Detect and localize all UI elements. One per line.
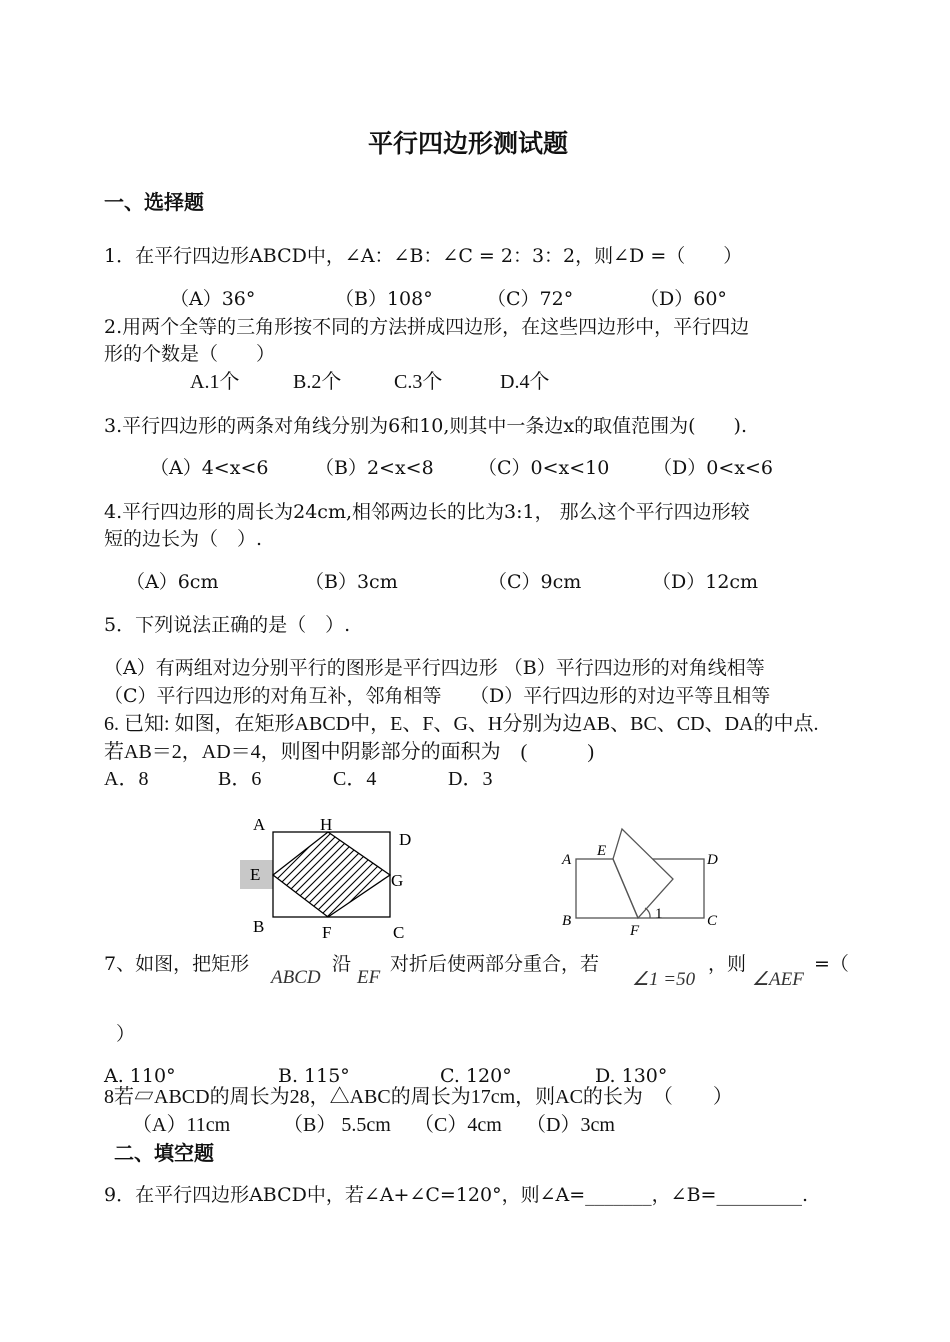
question-3-option-d: （D）0<x<6	[653, 457, 773, 479]
question-7-math-aef: ∠AEF	[752, 969, 804, 990]
figure-folded-rectangle	[555, 822, 740, 937]
question-9-stem: 9．在平行四边形ABCD中，若∠A+∠C=120°，则∠A=_______，∠B=_________.	[104, 1184, 809, 1206]
label-d: D	[399, 830, 412, 849]
question-7-option-b: B. 115°	[278, 1065, 350, 1087]
page-title: 平行四边形测试题	[368, 129, 569, 158]
label-c: C	[393, 923, 405, 942]
question-7-text-5: =（	[814, 953, 849, 975]
question-7-math-abcd: ABCD	[271, 967, 321, 988]
label-b: B	[253, 917, 265, 936]
question-1-option-c: （C）72°	[487, 288, 574, 310]
question-8-option-c: （C）4cm	[414, 1114, 502, 1136]
label-e: E	[250, 865, 261, 884]
label-d: D	[707, 852, 718, 868]
question-7-text-3: 对折后使两部分重合，若	[390, 953, 600, 975]
section-heading-choice: 一、选择题	[104, 190, 204, 214]
folded-flap	[613, 829, 673, 918]
question-8-option-a: （A）11cm	[132, 1114, 231, 1136]
label-b: B	[562, 913, 572, 929]
question-5-options-line2: （C）平行四边形的对角互补，邻角相等 （D）平行四边形的对边平等且相等	[104, 685, 771, 707]
question-5-stem: 5．下列说法正确的是（ ）.	[104, 614, 351, 636]
label-g: G	[391, 871, 404, 890]
question-7-text-1: 7、如图，把矩形	[104, 953, 250, 975]
label-c: C	[707, 913, 718, 929]
section-heading-fill-blank: 二、填空题	[114, 1141, 214, 1165]
question-3-option-b: （B）2<x<8	[315, 457, 434, 479]
question-4-option-d: （D）12cm	[652, 571, 759, 593]
question-7-option-c: C. 120°	[440, 1065, 512, 1087]
question-2-option-a: A.1个	[190, 371, 240, 393]
figure-rectangle-shaded-rhombus	[236, 812, 426, 947]
question-6-stem-line2: 若AB＝2，AD＝4，则图中阴影部分的面积为 ( )	[104, 741, 594, 763]
question-6-option-d: D．3	[448, 768, 493, 790]
question-7-option-a: A. 110°	[104, 1065, 176, 1087]
question-3-stem: 3.平行四边形的两条对角线分别为6和10,则其中一条边x的取值范围为( ).	[104, 415, 748, 437]
question-4-option-a: （A）6cm	[126, 571, 219, 593]
question-8-stem: 8若▱ABCD的周长为28，△ABC的周长为17cm，则AC的长为 （ ）	[104, 1086, 733, 1108]
label-a: A	[562, 852, 572, 868]
question-7-math-angle1: ∠1 =50	[632, 969, 696, 990]
question-2-stem-line1: 2.用两个全等的三角形按不同的方法拼成四边形，在这些四边形中，平行四边	[104, 316, 750, 338]
question-7-text-4: ，则	[708, 953, 747, 975]
label-h: H	[320, 815, 333, 834]
question-4-option-c: （C）9cm	[488, 571, 582, 593]
label-angle-1: 1	[655, 906, 663, 922]
question-1-option-a: （A）36°	[170, 288, 256, 310]
question-6-option-a: A．8	[104, 768, 149, 790]
question-6-option-c: C．4	[333, 768, 377, 790]
question-2-option-c: C.3个	[394, 371, 443, 393]
question-2-option-b: B.2个	[293, 371, 342, 393]
label-f: F	[630, 923, 640, 937]
label-e: E	[597, 843, 607, 859]
question-2-option-d: D.4个	[500, 371, 550, 393]
question-7-close-paren: ）	[116, 1023, 136, 1045]
question-8-option-b: （B） 5.5cm	[283, 1114, 391, 1136]
question-8-option-d: （D）3cm	[526, 1114, 615, 1136]
question-6-stem-line1: 6. 已知: 如图，在矩形ABCD中，E、F、G、H分别为边AB、BC、CD、DA的中点.	[104, 713, 819, 735]
label-f: F	[322, 923, 332, 942]
question-7-text-2: 沿	[332, 953, 352, 975]
question-1-option-d: （D）60°	[640, 288, 727, 310]
question-3-option-a: （A）4<x<6	[150, 457, 269, 479]
question-4-stem-line1: 4.平行四边形的周长为24cm,相邻两边长的比为3:1， 那么这个平行四边形较	[104, 501, 750, 523]
question-7-math-ef: EF	[357, 967, 381, 988]
question-2-stem-line2: 形的个数是（ ）	[104, 343, 276, 365]
question-4-option-b: （B）3cm	[305, 571, 398, 593]
label-a: A	[253, 815, 266, 834]
question-3-option-c: （C）0<x<10	[478, 457, 610, 479]
question-4-stem-line2: 短的边长为（ ）.	[104, 528, 263, 550]
question-1-stem: 1．在平行四边形ABCD中，∠A：∠B：∠C = 2：3：2，则∠D =（ ）	[104, 245, 743, 267]
question-1-option-b: （B）108°	[335, 288, 433, 310]
question-5-options-line1: （A）有两组对边分别平行的图形是平行四边形 （B）平行四边形的对角线相等	[104, 657, 765, 679]
question-6-option-b: B．6	[218, 768, 262, 790]
question-7-option-d: D. 130°	[595, 1065, 668, 1087]
